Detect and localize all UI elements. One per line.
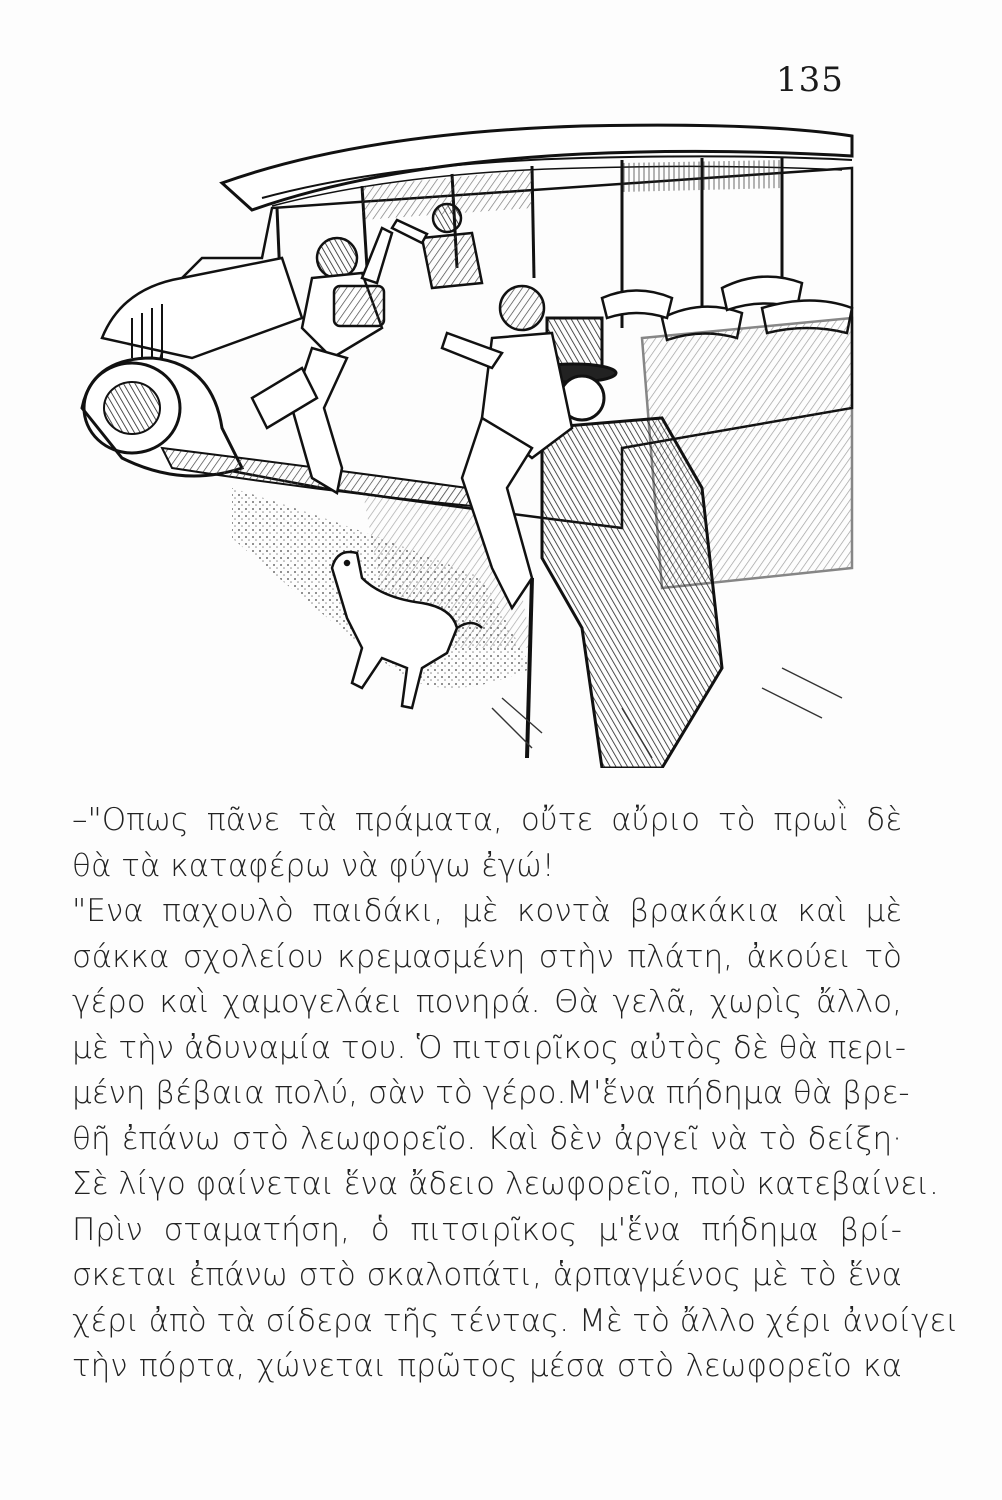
body-text bbox=[72, 798, 959, 1390]
text-line: θῆ ἐπάνω στὸ λεωφορεῖο. Καὶ δὲν ἀργεῖ νὰ τὸ δείξη· bbox=[72, 1120, 902, 1157]
text-line: χέρι ἀπὸ τὰ σίδερα τῆς τέντας. Μὲ τὸ ἄλλο χέρι ἀνοίγει bbox=[72, 1302, 959, 1339]
text-line: μὲ τὴν ἀδυναμία του. Ὁ πιτσιρῖκος αὐτὸς δὲ θὰ περι- bbox=[72, 1029, 907, 1066]
text-line: "Ενα παχουλὸ παιδάκι, μὲ κοντὰ βρακάκια καὶ μὲ bbox=[72, 893, 902, 929]
text-line: γέρο καὶ χαμογελάει πονηρά. Θὰ γελᾶ, χωρὶς ἄλλο, bbox=[72, 984, 902, 1020]
text-line: Σὲ λίγο φαίνεται ἕνα ἄδειο λεωφορεῖο, ποὺ κατεβαίνει. bbox=[72, 1166, 939, 1202]
bus-crowd-illustration bbox=[62, 108, 862, 768]
text-line: μένη βέβαια πολύ, σὰν τὸ γέρο.Μ'ἕνα πήδημα θὰ βρε- bbox=[72, 1075, 910, 1111]
text-line: σάκκα σχολείου κρεμασμένη στὴν πλάτη, ἀκούει τὸ bbox=[72, 938, 902, 975]
text-line: τὴν πόρτα, χώνεται πρῶτος μέσα στὸ λεωφορεῖο κα bbox=[72, 1348, 902, 1384]
text-line: θὰ τὰ καταφέρω νὰ φύγω ἐγώ! bbox=[72, 847, 555, 884]
text-line: –"Οπως πᾶνε τὰ πράματα, οὔτε αὔριο τὸ πρωῒ δὲ bbox=[72, 802, 902, 838]
illustration-drawing bbox=[62, 108, 862, 768]
page-number: 135 bbox=[776, 60, 844, 100]
text-line: σκεται ἐπάνω στὸ σκαλοπάτι, ἁρπαγμένος μὲ τὸ ἕνα bbox=[72, 1257, 902, 1293]
text-line: Πρὶν σταματήση, ὁ πιτσιρῖκος μ'ἕνα πήδημα βρί- bbox=[72, 1211, 902, 1248]
